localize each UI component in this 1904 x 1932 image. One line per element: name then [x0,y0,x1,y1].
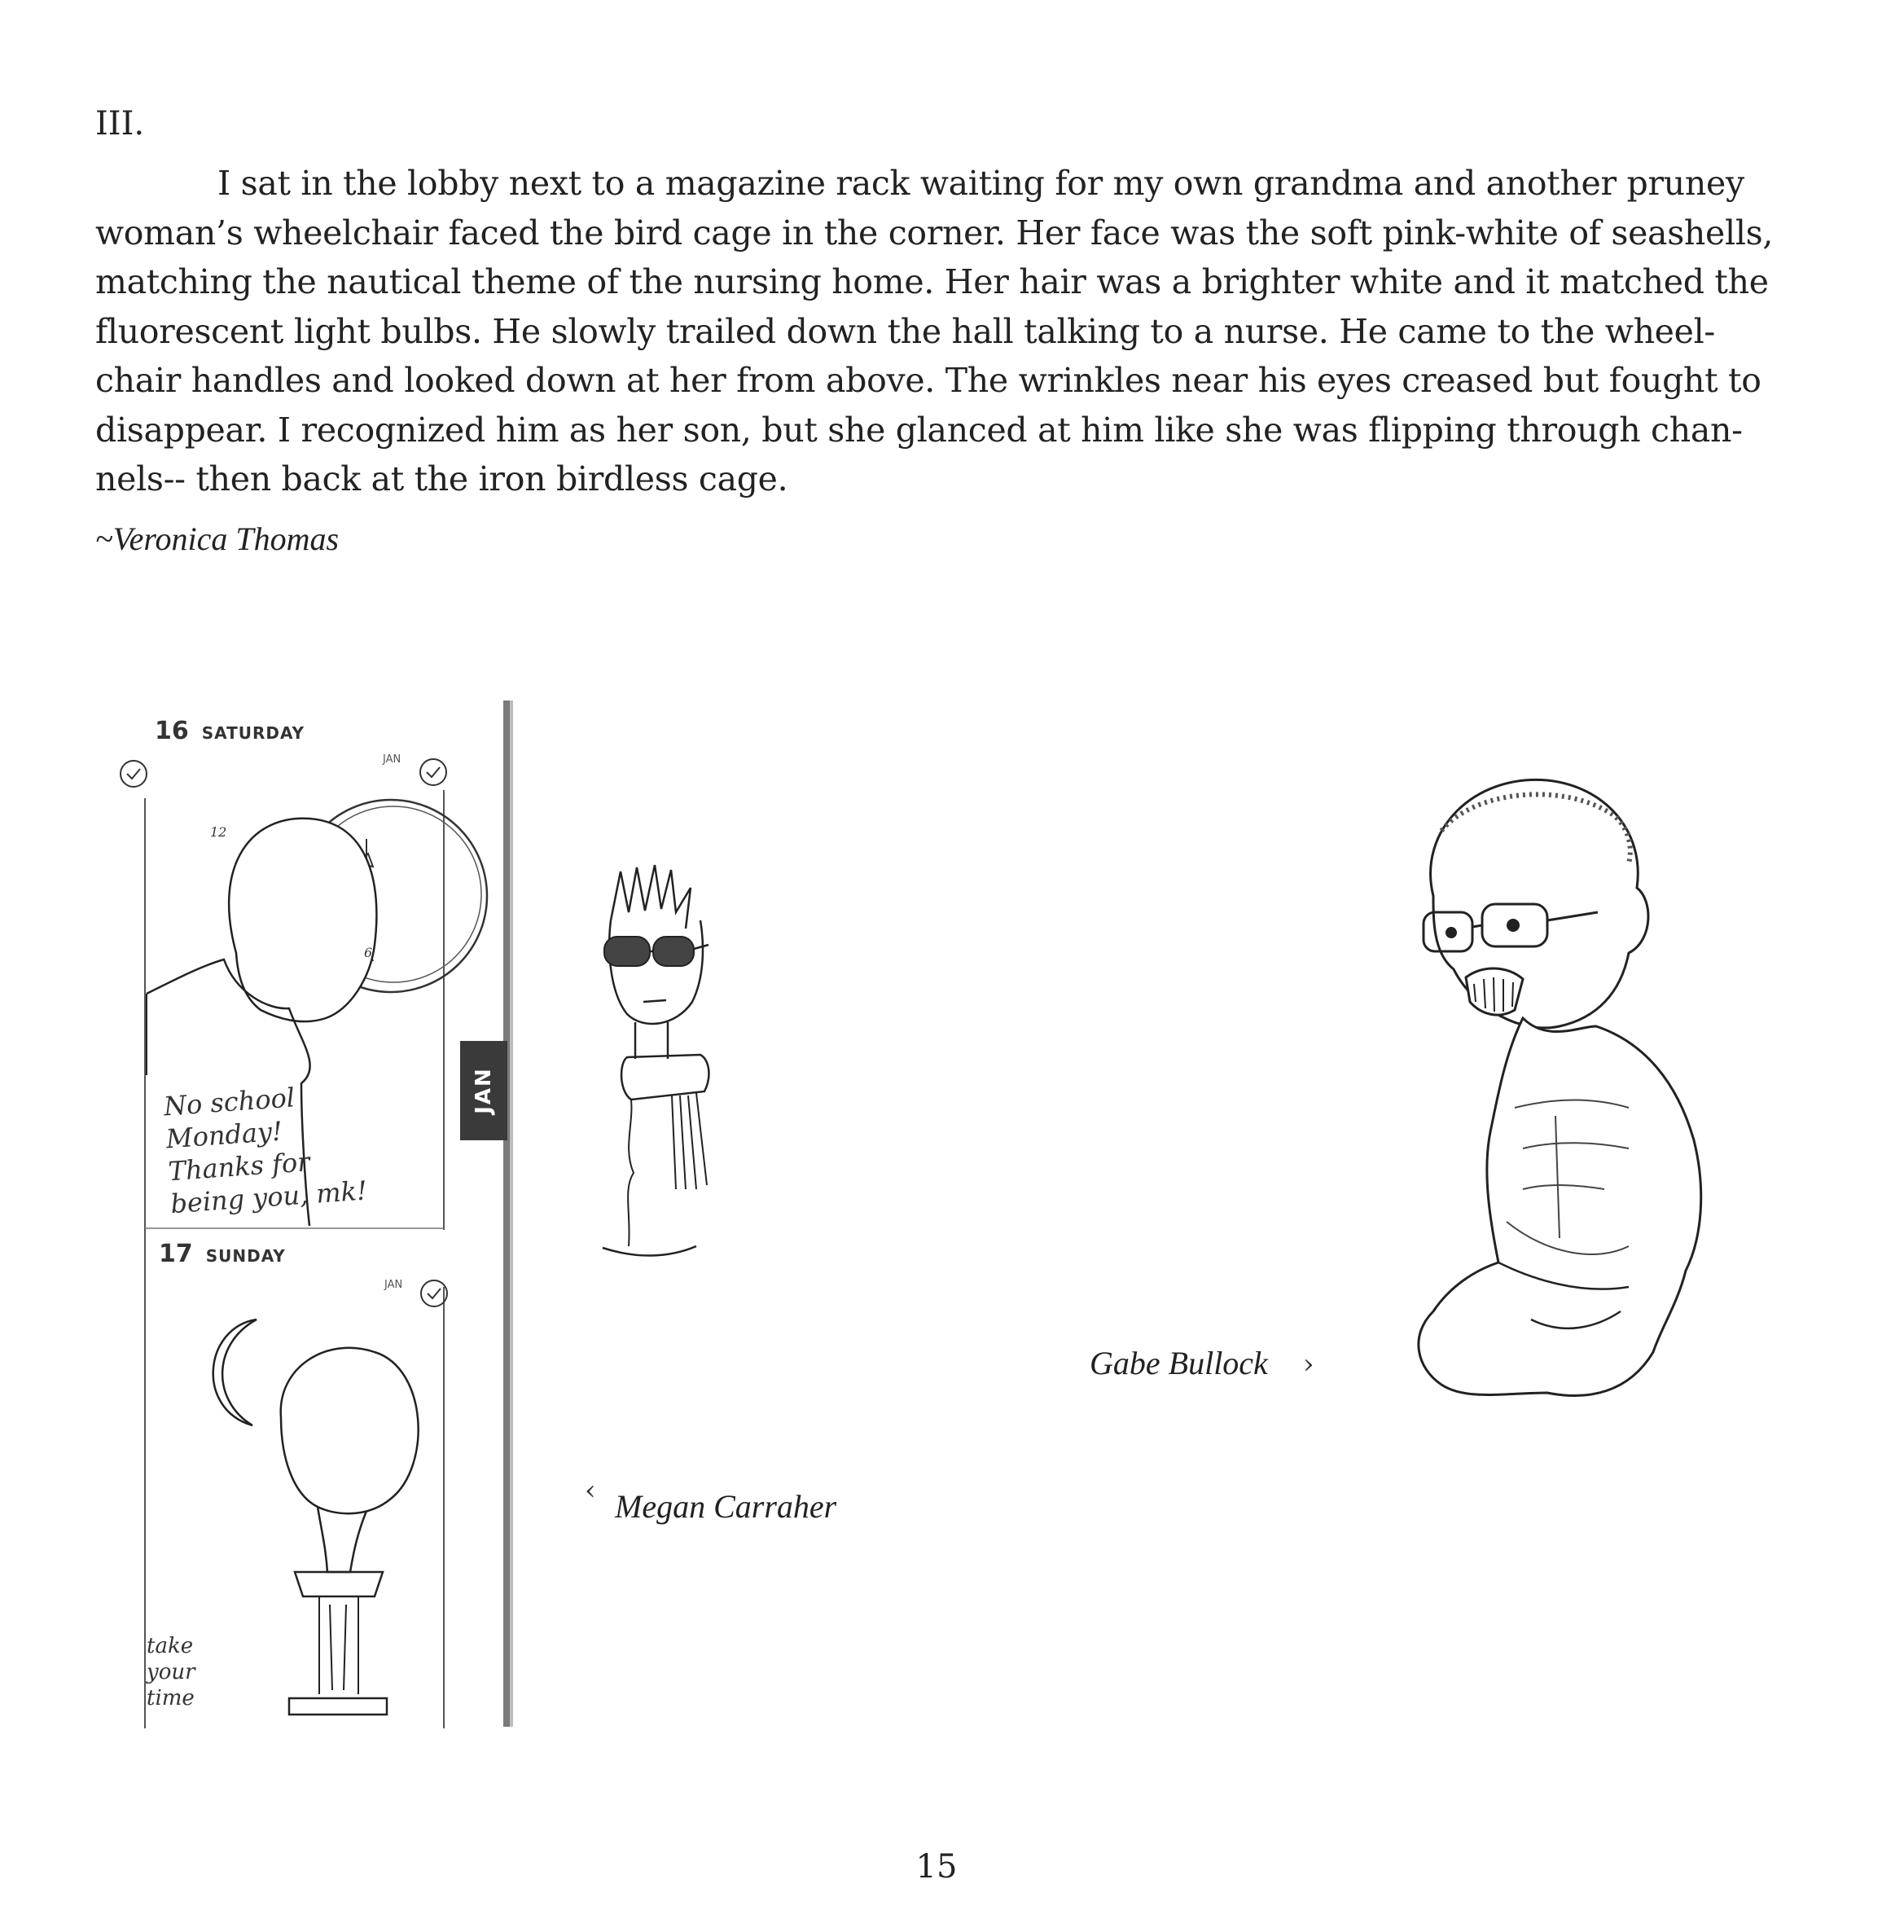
credit-megan-carraher: Megan Carraher [615,1488,837,1525]
credit-gabe-bullock: Gabe Bullock [1090,1345,1268,1381]
calendar-day-name-2: SUNDAY [205,1246,286,1266]
page-number: 15 [915,1848,958,1886]
month-tab-label: JAN [472,1067,496,1114]
arrow-left-icon: ‹ [585,1474,596,1507]
handwritten-note-top: No school Monday! Thanks for being you, mk! [162,1082,369,1220]
caricature-drawing [1384,766,1743,1417]
calendar-day-number-1: 16 [155,717,189,745]
month-tab [460,1041,507,1140]
clock-number-6: 6 [364,945,373,960]
calendar-day-header-2 [159,1240,286,1268]
calendar-month-label-2: JAN [384,1279,403,1291]
calendar-day-name-1: SATURDAY [201,723,305,743]
calendar-month-label-1: JAN [383,753,401,766]
clock-number-12: 12 [210,824,227,840]
arrow-right-icon: › [1303,1348,1314,1381]
poem-author: ~Veronica Thomas [95,520,340,557]
poem-text: I sat in the lobby next to a magazine rack waiting for my own grandma and another pruney woman’s wheelchair faced the bird cage in the corner. Her face was the soft pink-white of seashells, matching the nautical theme of the nursing home. Her hair was a brighter white and it matched the fluorescent light bulbs. He slowly trailed down the hall talking to a nurse. He came to the wheel-chair handles and looked down at her from above. The wrinkles near his eyes creased but fought to disappear. I recognized him as her son, but she glanced at him like she was flipping through chan-nels-- then back at the iron birdless cage. [95,164,1774,498]
calendar-frame [114,700,537,1743]
section-number: III. [95,105,145,143]
handwritten-note-bottom: take your time [147,1634,195,1710]
scarf-figure-drawing [586,855,725,1262]
calendar-day-number-2: 17 [159,1240,193,1268]
calendar-day-header-1 [155,717,305,745]
